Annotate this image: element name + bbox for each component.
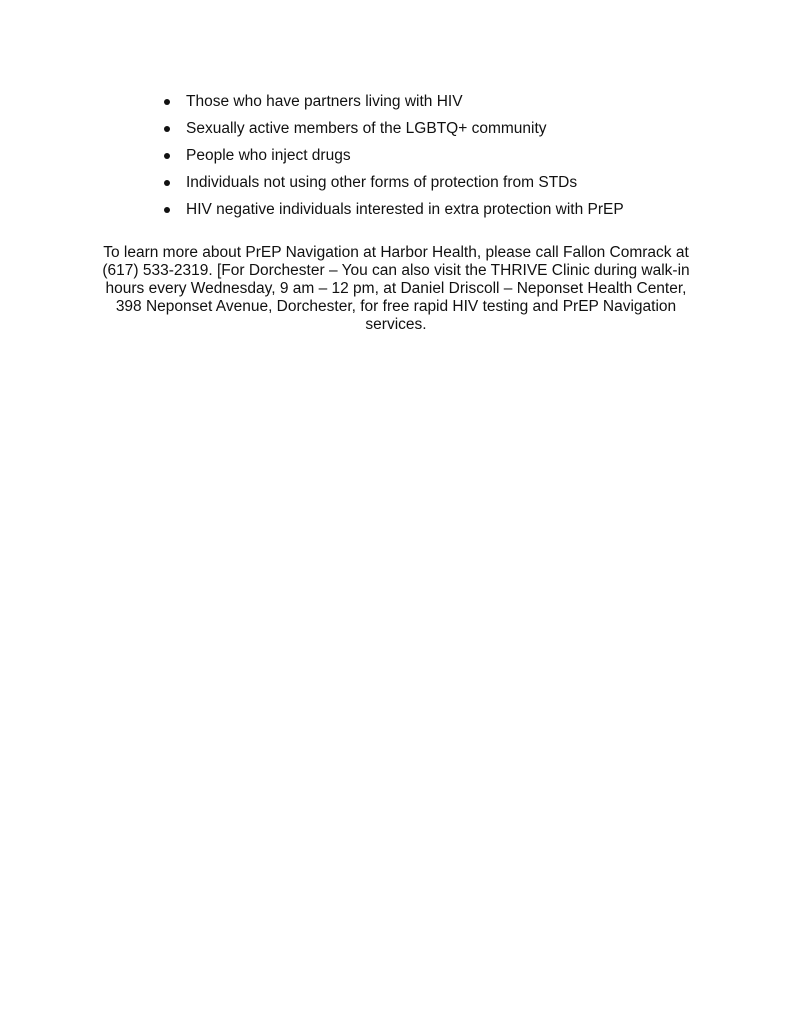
list-item-text: Sexually active members of the LGBTQ+ community xyxy=(186,120,547,137)
bullet-icon xyxy=(164,153,170,159)
paragraph-line: services. xyxy=(365,316,427,333)
list-item-text: Individuals not using other forms of protection from STDs xyxy=(186,174,578,191)
paragraph-line: To learn more about PrEP Navigation at Harbor Health, please call Fallon Comrack at xyxy=(103,244,689,261)
list-item xyxy=(161,91,624,118)
list-item xyxy=(161,118,624,145)
list-item-text: Those who have partners living with HIV xyxy=(186,93,463,110)
bullet-icon xyxy=(164,207,170,213)
bullet-icon xyxy=(164,126,170,132)
paragraph-line: 398 Neponset Avenue, Dorchester, for free rapid HIV testing and PrEP Navigation xyxy=(115,298,677,315)
list-item-text: People who inject drugs xyxy=(186,147,351,164)
list-item xyxy=(161,145,624,172)
contact-paragraph xyxy=(96,244,696,334)
paragraph-line: (617) 533-2319. [For Dorchester – You can also visit the THRIVE Clinic during walk-in xyxy=(102,262,690,279)
bullet-icon xyxy=(164,180,170,186)
paragraph-line: hours every Wednesday, 9 am – 12 pm, at Daniel Driscoll – Neponset Health Center, xyxy=(105,280,687,297)
list-item-text: HIV negative individuals interested in extra protection with PrEP xyxy=(186,201,624,218)
list-item xyxy=(161,199,624,226)
bullet-icon xyxy=(164,99,170,105)
list-item xyxy=(161,172,624,199)
eligibility-bullet-list xyxy=(161,91,624,226)
